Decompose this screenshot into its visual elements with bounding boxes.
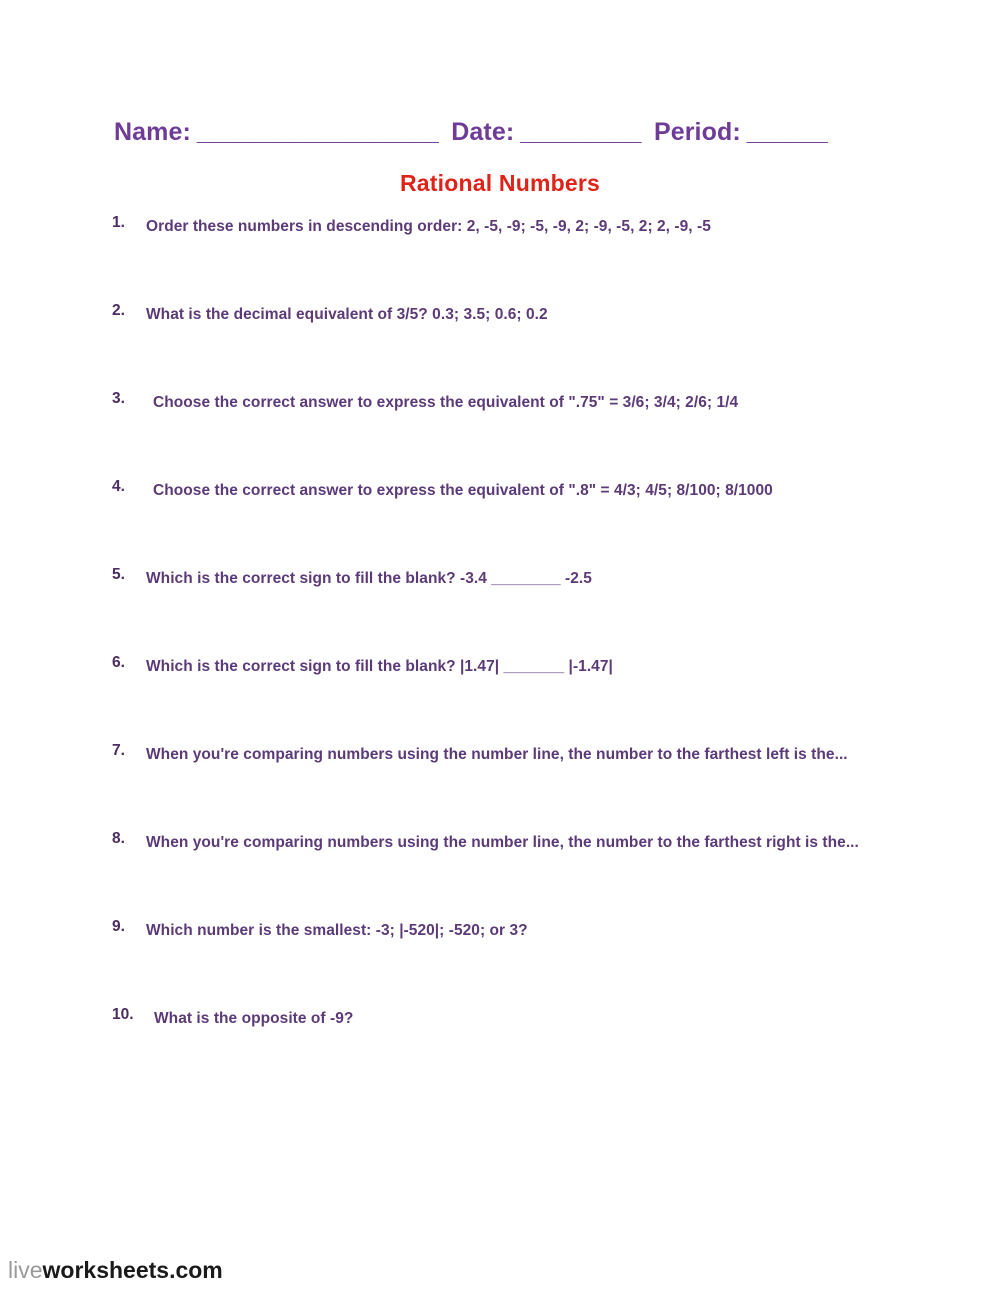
question-number: 5. [112, 566, 125, 583]
question-item-9 [112, 918, 912, 944]
question-item-6 [112, 654, 912, 680]
student-info-line [114, 118, 904, 147]
question-number: 4. [112, 478, 125, 495]
question-item-5 [112, 566, 912, 592]
watermark-light-text: live [8, 1257, 43, 1283]
question-number: 6. [112, 654, 125, 671]
question-text: What is the decimal equivalent of 3/5? 0.3; 3.5; 0.6; 0.2 [146, 306, 548, 323]
watermark-bold-text: worksheets.com [42, 1257, 223, 1283]
liveworksheets-watermark [8, 1257, 223, 1283]
name-label: Name: [114, 118, 191, 146]
question-item-4 [112, 478, 912, 504]
question-list [112, 214, 912, 1094]
question-number: 8. [112, 830, 125, 847]
name-blank[interactable]: __________________ [196, 118, 439, 146]
question-text: What is the opposite of -9? [154, 1010, 354, 1027]
question-text: When you're comparing numbers using the number line, the number to the farthest right is the... [146, 834, 859, 851]
question-item-1 [112, 214, 912, 240]
question-number: 2. [112, 302, 125, 319]
question-item-3 [112, 390, 912, 416]
question-text: Which number is the smallest: -3; |-520|; -520; or 3? [146, 922, 528, 939]
question-text: Choose the correct answer to express the equivalent of ".75" = 3/6; 3/4; 2/6; 1/4 [153, 394, 739, 411]
question-item-8 [112, 830, 912, 856]
question-text: When you're comparing numbers using the number line, the number to the farthest left is the... [146, 746, 848, 763]
question-number: 3. [112, 390, 125, 407]
question-number: 9. [112, 918, 125, 935]
question-text: Which is the correct sign to fill the blank? -3.4 ________ -2.5 [146, 570, 592, 587]
question-text: Order these numbers in descending order: 2, -5, -9; -5, -9, 2; -9, -5, 2; 2, -9, -5 [146, 218, 711, 235]
period-label: Period: [653, 118, 741, 146]
date-label: Date: [451, 118, 515, 146]
question-item-10 [112, 1006, 912, 1032]
question-number: 1. [112, 214, 125, 231]
date-blank[interactable]: _________ [520, 118, 641, 146]
question-number: 10. [112, 1006, 134, 1023]
question-item-2 [112, 302, 912, 328]
question-number: 7. [112, 742, 125, 759]
question-item-7 [112, 742, 912, 768]
question-text: Choose the correct answer to express the equivalent of ".8" = 4/3; 4/5; 8/100; 8/1000 [153, 482, 773, 499]
period-blank[interactable]: ______ [746, 118, 828, 146]
worksheet-title: Rational Numbers [399, 170, 600, 196]
question-text: Which is the correct sign to fill the blank? |1.47| _______ |-1.47| [146, 658, 613, 675]
